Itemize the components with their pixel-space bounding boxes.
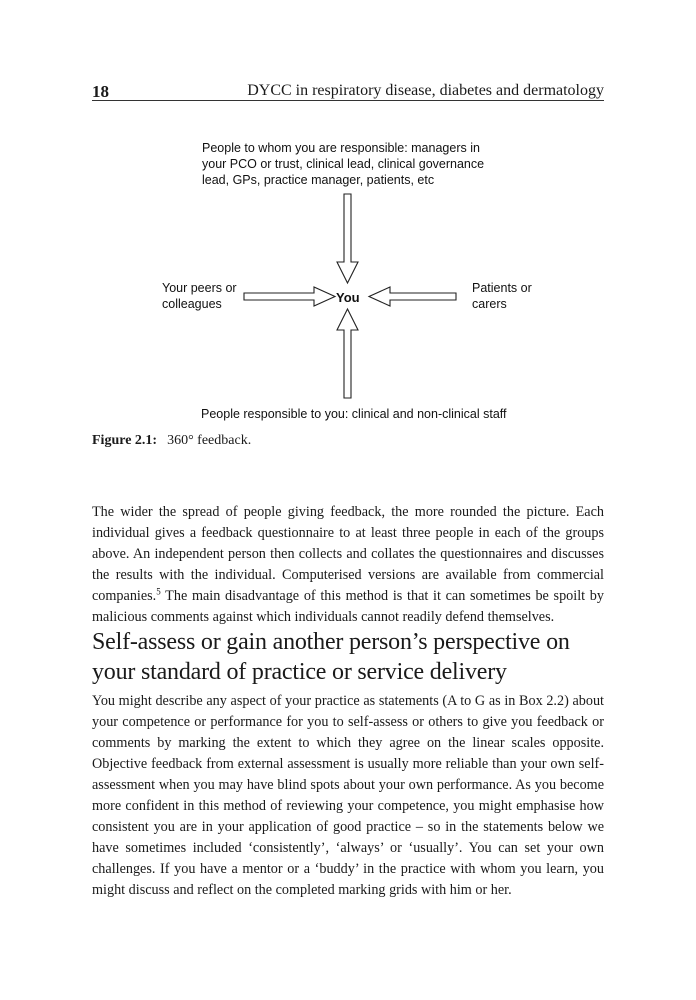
- left-label-line-2: colleagues: [162, 297, 222, 311]
- arrow-right-from-peers: [244, 287, 335, 306]
- reference-marker: 5: [156, 586, 161, 597]
- feedback-diagram: [0, 0, 696, 460]
- top-label-line-1: People to whom you are responsible: managers in: [202, 141, 480, 155]
- top-label-line-2: your PCO or trust, clinical lead, clinical governance: [202, 157, 485, 171]
- page-number: 18: [92, 82, 109, 101]
- paragraph-feedback: [92, 502, 604, 628]
- section-heading: Self-assess or gain another person’s perspective on your standard of practice or service delivery: [92, 629, 570, 685]
- figure-caption-label: Figure 2.1:: [92, 433, 158, 448]
- right-label-line-1: Patients or: [472, 281, 532, 295]
- running-title: DYCC in respiratory disease, diabetes and dermatology: [247, 82, 604, 99]
- left-label-line-1: Your peers or: [162, 281, 237, 295]
- top-label-line-3: lead, GPs, practice manager, patients, etc: [202, 173, 435, 187]
- figure-caption: [92, 433, 251, 449]
- paragraph-feedback-text-a: The wider the spread of people giving feedback, the more rounded the picture. Each individual gives a feedback questionnaire to at least three people in each of the groups above. An independent person then collects and collates the questionnaires and discusses the results with the individual. Computerised versions are available from commercial companies.: [92, 504, 604, 604]
- arrow-up-from-bottom: [337, 309, 358, 398]
- bottom-label: People responsible to you: clinical and non-clinical staff: [201, 407, 507, 421]
- arrow-down-from-top: [337, 194, 358, 283]
- paragraph-feedback-text-b: The main disadvantage of this method is that it can sometimes be spoilt by malicious comments against which individuals cannot readily defend themselves.: [92, 588, 604, 625]
- paragraph-self-assess: You might describe any aspect of your practice as statements (A to G as in Box 2.2) about your competence or performance for you to self-assess or others to give you feedback or comments by marking the extent to which they agree on the linear scales opposite. Objective feedback from external assessment is usually more reliable than your own self-assessment when you may have blind spots about your own performance. As you become more confident in this method of reviewing your competence, you might emphasise how consistent you are in your application of good practice – so in the statements below we have sometimes included ‘consistently’, ‘always’ or ‘usually’. You can set your own challenges. If you have a mentor or a ‘buddy’ in the practice with whom you learn, you might discuss and reflect on the completed marking grids with him or her.: [92, 693, 604, 898]
- figure-caption-text: 360° feedback.: [167, 433, 252, 448]
- center-label-you: You: [336, 290, 360, 305]
- arrow-left-from-patients: [369, 287, 456, 306]
- right-label-line-2: carers: [472, 297, 507, 311]
